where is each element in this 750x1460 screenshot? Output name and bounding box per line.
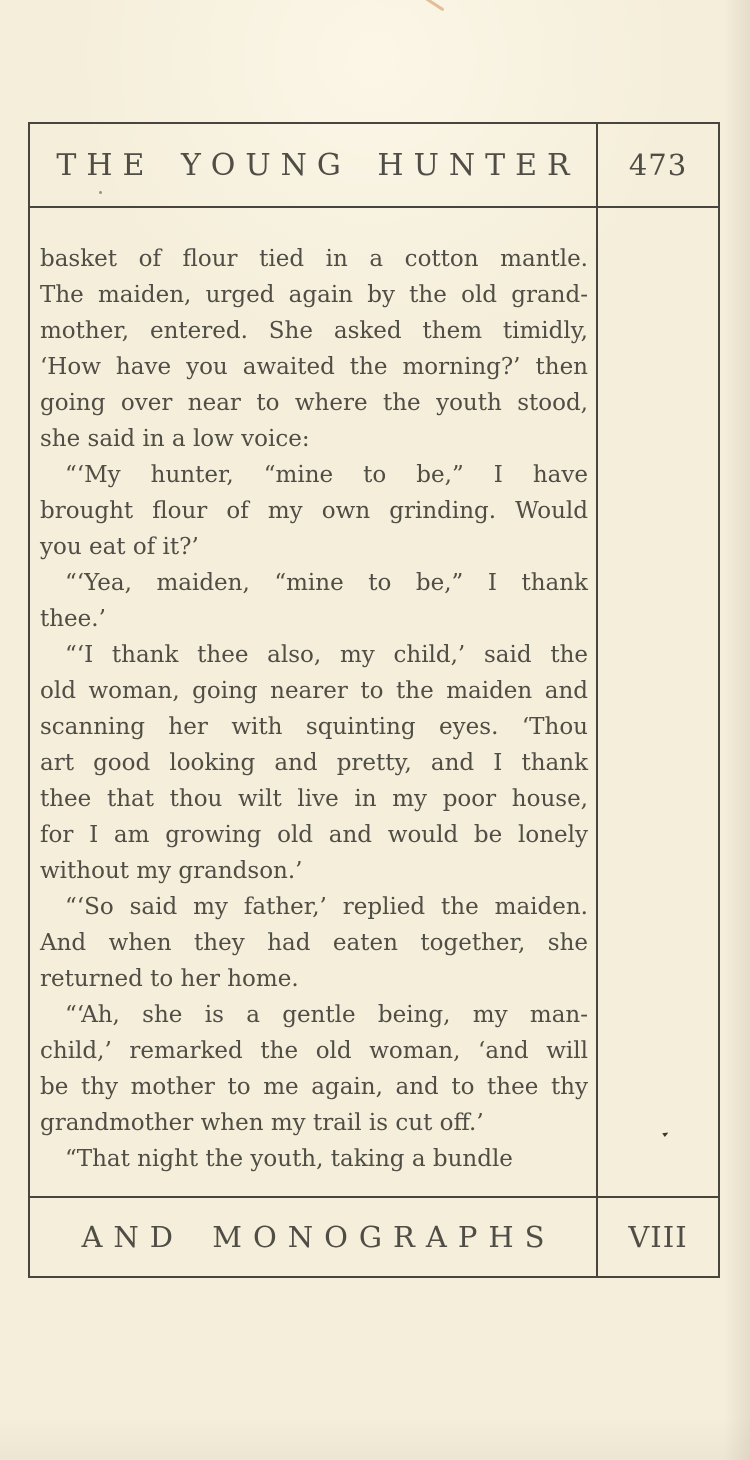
text-line: you eat of it?’ — [40, 534, 199, 560]
text-line: And when they had eaten together, she — [40, 930, 588, 956]
text-line: The maiden, urged again by the old grand- — [40, 282, 588, 308]
page-number: 473 — [628, 148, 688, 182]
text-line: be thy mother to me again, and to thee thy — [40, 1074, 588, 1100]
text-line: returned to her home. — [40, 966, 299, 992]
text-line: without my grandson.’ — [40, 858, 303, 884]
page-header — [30, 124, 718, 208]
text-line: basket of flour tied in a cotton mantle. — [40, 246, 588, 272]
page-frame — [28, 122, 720, 1278]
volume-number-cell — [596, 1198, 718, 1276]
text-line: thee.’ — [40, 606, 106, 632]
text-line: art good looking and pretty, and I thank — [40, 750, 588, 776]
running-title: THE YOUNG HUNTER — [56, 147, 580, 183]
text-line: “‘I thank thee also, my child,’ said the — [65, 642, 588, 668]
page-number-cell — [596, 124, 718, 206]
text-line: mother, entered. She asked them timidly, — [40, 318, 588, 344]
paper-fiber-artifact — [419, 0, 444, 11]
running-title-cell — [30, 124, 596, 206]
series-title-cell — [30, 1198, 596, 1276]
text-line: ‘How have you awaited the morning?’ then — [40, 354, 588, 380]
text-line: “‘My hunter, “mine to be,” I have — [65, 462, 588, 488]
page-body — [30, 208, 718, 1196]
text-line: “‘Yea, maiden, “mine to be,” I thank — [65, 570, 588, 596]
text-line: “That night the youth, taking a bundle — [65, 1146, 513, 1172]
text-line: scanning her with squinting eyes. ‘Thou — [40, 714, 588, 740]
text-line: old woman, going nearer to the maiden and — [40, 678, 588, 704]
text-line: “‘Ah, she is a gentle being, my man- — [65, 1002, 588, 1028]
text-line: going over near to where the youth stood, — [40, 390, 588, 416]
page-footer — [30, 1196, 718, 1276]
text-line: “‘So said my father,’ replied the maiden. — [65, 894, 588, 920]
text-line: for I am growing old and would be lonely — [40, 822, 588, 848]
text-line: brought flour of my own grinding. Would — [40, 498, 588, 524]
text-line: thee that thou wilt live in my poor house, — [40, 786, 588, 812]
body-text — [30, 208, 596, 1196]
margin-column — [596, 208, 718, 1196]
series-title: AND MONOGRAPHS — [81, 1220, 556, 1254]
volume-number: VIII — [628, 1220, 688, 1254]
text-line: she said in a low voice: — [40, 426, 310, 452]
text-line: child,’ remarked the old woman, ‘and will — [40, 1038, 588, 1064]
text-line: grandmother when my trail is cut off.’ — [40, 1110, 484, 1136]
